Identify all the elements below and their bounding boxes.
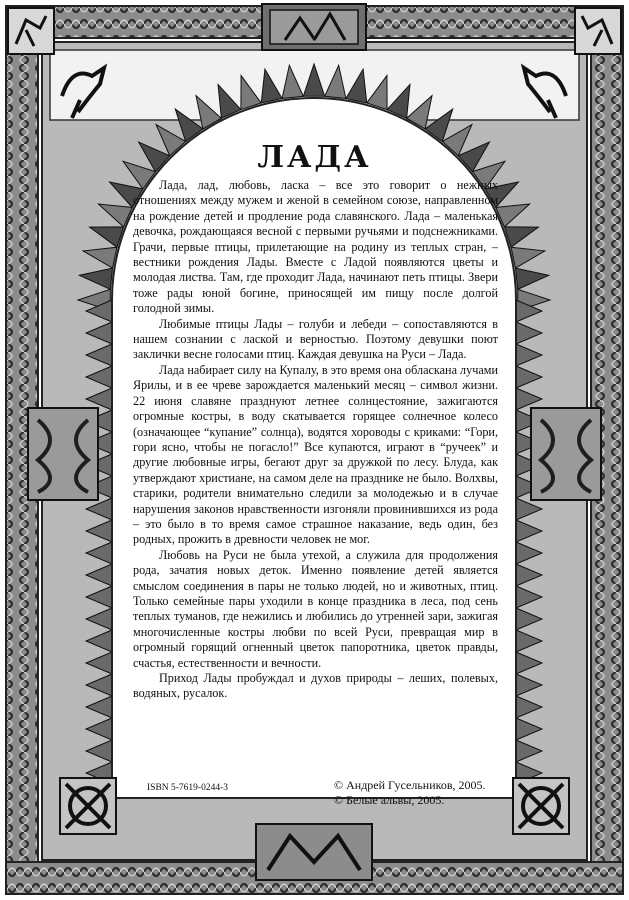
knot-icon-bottom-left <box>60 778 116 834</box>
isbn: ISBN 5-7619-0244-3 <box>147 783 229 793</box>
paragraph: Лада набирает силу на Купалу, в это время она обласкана лучами Ярилы, и в ее чреве зарождается маленький месяц – символ жизни. 22 июня славяне празднуют летнее солнцестояние, зажигаются огромные костры, в воду скатывается горящее солнечное колесо (означающее “купание” солнца), водятся хороводы с криками: “Гори, гори ясно, чтобы не погасло!” Все купаются, играют в “ручеек” и другие любовные игры, бегают друг за дружкой по лесу. Блуда, как утверждают христиане, на самом деле на празднике не было. Волхвы, старики, родители внимательно следили за молодежью и в случае нарушения законов нравственности изгоняли провинившихся из рода – это было в то время самое страшное наказание, ведь один, без родных, прожить в древности человек не мог. <box>133 362 498 547</box>
copyright-line: © Андрей Гусельников, 2005. <box>334 778 486 792</box>
page-title: ЛАДА <box>257 140 372 175</box>
paragraph: Лада, лад, любовь, ласка – все это говорит о нежных отношениях между мужем и женой в семейном союзе, направленном на рождение детей и продление рода славянского. Лада – маленькая девочка, рождающаяся весной с первыми ручьями и подснежниками. Грачи, первые птицы, прилетающие на родину из теплых стран, – вестники рождения Лады. Вместе с Ладой появляются цветы и молодая листва. Там, где проходит Лада, начинают петь птицы. Звери тоже рады юной богине, приносящей им пищу после долгой голодной зимы. <box>133 178 498 316</box>
bottom-medallion <box>256 824 372 880</box>
paragraph: Любовь на Руси не была утехой, а служила для продолжения рода, зачатия новых деток. Именно появление детей является смыслом соединения в пары не только людей, но и животных, птиц. Только семейные пары уходили в конце праздника в леса, под сень теплых туманов, где нежились и любились до утренней зари, зажигая многочисленные костры любви по всей Руси, превращая мир в огромный горящий огненный цветок папоротника, цветок правды, счастья, естественности и вечности. <box>133 547 498 670</box>
knot-ornament-right <box>531 408 601 500</box>
bird-icon-top-right <box>575 8 621 54</box>
paragraph: Любимые птицы Лады – голуби и лебеди – сопоставляются в нашем сознании с лаской и верностью. Поэтому девушки поют заклички весне голосами птиц. Каждая девушка на Руси – Лада. <box>133 316 498 362</box>
paragraph: Приход Лады пробуждал и духов природы – леших, полевых, водяных, русалок. <box>133 671 498 701</box>
copyright-line: © Белые альвы, 2005. <box>334 793 445 807</box>
bird-icon-top-left <box>8 8 54 54</box>
knot-ornament-left <box>28 408 98 500</box>
body-text <box>133 178 498 702</box>
copyright <box>334 778 486 808</box>
top-medallion <box>262 4 366 50</box>
knot-icon-bottom-right <box>513 778 569 834</box>
